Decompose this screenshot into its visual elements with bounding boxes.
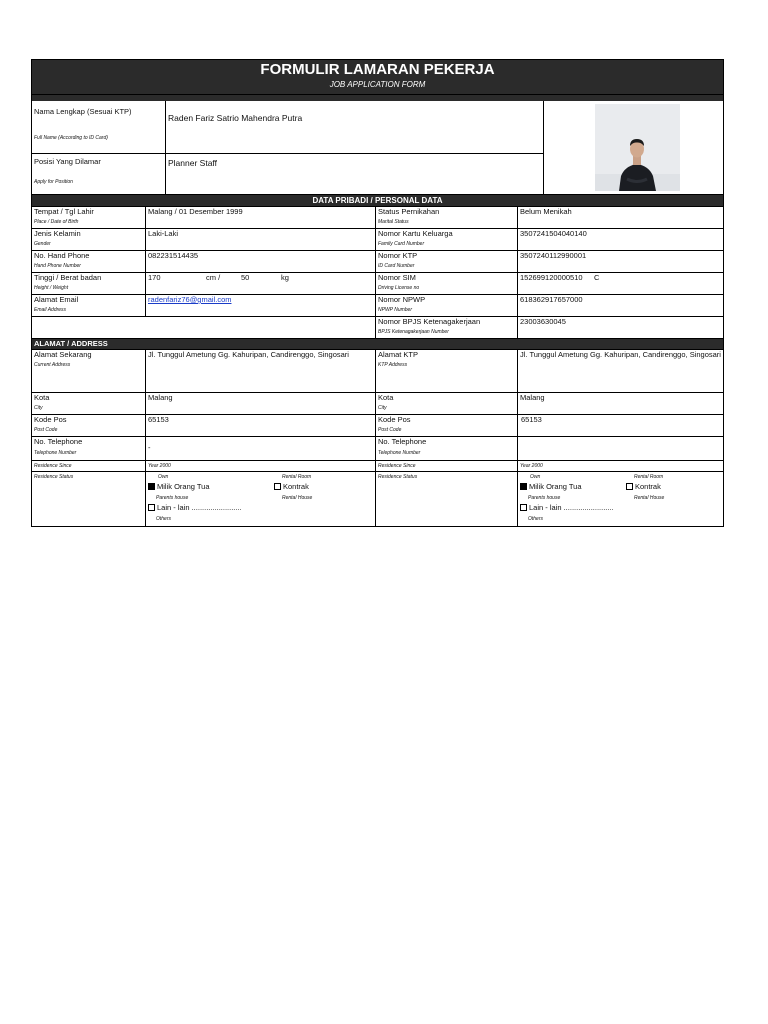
birth-label: Tempat / Tgl Lahir bbox=[34, 207, 94, 216]
current-phone-sublabel: Telephone Number bbox=[34, 450, 77, 456]
ktp-postal-label: Kode Pos bbox=[378, 415, 411, 424]
row-hw-sim bbox=[32, 272, 723, 294]
hw-sublabel: Height / Weight bbox=[34, 285, 69, 291]
current-option-parents-label: Milik Orang Tua bbox=[157, 482, 210, 491]
photo-cell bbox=[543, 101, 723, 194]
address-header: ALAMAT / ADDRESS bbox=[32, 338, 723, 349]
ktp-address-label-cell bbox=[376, 350, 518, 392]
current-postal-sublabel: Post Code bbox=[34, 427, 58, 433]
sim-value: 152699120000510 bbox=[520, 273, 583, 282]
checkbox-empty-icon[interactable] bbox=[520, 504, 527, 511]
current-status-label-cell bbox=[32, 472, 146, 526]
row-residence-since bbox=[32, 460, 723, 471]
row-email-npwp bbox=[32, 294, 723, 316]
current-since-label-cell bbox=[32, 461, 146, 471]
checkbox-checked-icon[interactable] bbox=[520, 483, 527, 490]
current-phone-label: No. Telephone bbox=[34, 437, 83, 446]
position-value-cell[interactable] bbox=[166, 154, 544, 194]
current-own-label: Own bbox=[158, 474, 169, 480]
ktp-address-value-cell[interactable] bbox=[518, 350, 723, 392]
ktp-city-sublabel: City bbox=[378, 405, 387, 411]
sim-value-cell[interactable] bbox=[518, 273, 723, 294]
ktp-option-other-label: Lain - lain ........................ bbox=[529, 503, 614, 512]
sim-class: C bbox=[594, 273, 600, 282]
current-other-sublabel: Others bbox=[156, 516, 172, 522]
current-parents-sublabel: Parents house bbox=[156, 495, 189, 501]
current-status-options bbox=[146, 472, 376, 526]
kk-value-cell[interactable] bbox=[518, 229, 723, 250]
current-since-value-cell[interactable] bbox=[146, 461, 376, 471]
current-since-value: Year 2000 bbox=[148, 463, 171, 469]
bpjs-label: Nomor BPJS Ketenagakerjaan bbox=[378, 317, 481, 326]
ktp-postal-sublabel: Post Code bbox=[378, 427, 402, 433]
ktp-postal-value-cell[interactable] bbox=[518, 415, 723, 436]
email-label-cell bbox=[32, 295, 146, 316]
position-value: Planner Staff bbox=[168, 158, 217, 168]
ktp-since-label-cell bbox=[376, 461, 518, 471]
gender-sublabel: Gender bbox=[34, 241, 51, 247]
current-option-parents[interactable] bbox=[148, 482, 210, 491]
current-rental-room-label: Rental Room bbox=[282, 474, 312, 480]
ktp-status-label: Residence Status bbox=[378, 474, 418, 480]
ktp-address-sublabel: KTP Address bbox=[378, 362, 408, 368]
ktp-city-value: Malang bbox=[520, 393, 545, 402]
row-hp-ktp bbox=[32, 250, 723, 272]
weight-unit: kg bbox=[281, 273, 289, 282]
current-phone-label-cell bbox=[32, 437, 146, 460]
applicant-photo bbox=[595, 104, 680, 191]
checkbox-empty-icon[interactable] bbox=[626, 483, 633, 490]
height-value: 170 bbox=[148, 273, 161, 282]
row-bpjs bbox=[32, 316, 723, 338]
ktp-phone-label: No. Telephone bbox=[378, 437, 427, 446]
current-phone-value: - bbox=[148, 443, 151, 452]
ktp-city-value-cell[interactable] bbox=[518, 393, 723, 414]
name-label: Nama Lengkap (Sesuai KTP) bbox=[34, 107, 132, 116]
current-address-label: Alamat Sekarang bbox=[34, 350, 92, 359]
bpjs-label-cell bbox=[376, 317, 518, 338]
current-option-other[interactable] bbox=[148, 503, 242, 512]
sim-label: Nomor SIM bbox=[378, 273, 416, 282]
name-label-cell bbox=[32, 101, 166, 153]
current-postal-label: Kode Pos bbox=[34, 415, 67, 424]
ktp-option-other[interactable] bbox=[520, 503, 614, 512]
sim-sublabel: Driving License no bbox=[378, 285, 420, 291]
gender-label: Jenis Kelamin bbox=[34, 229, 81, 238]
ktp-phone-sublabel: Telephone Number bbox=[378, 450, 421, 456]
name-value: Raden Fariz Satrio Mahendra Putra bbox=[168, 113, 303, 123]
row-city bbox=[32, 392, 723, 414]
current-city-value-cell[interactable] bbox=[146, 393, 376, 414]
job-application-form bbox=[31, 59, 724, 527]
gender-value-cell[interactable] bbox=[146, 229, 376, 250]
form-header bbox=[32, 60, 723, 94]
email-link[interactable]: radenfariz76@gmail.com bbox=[148, 295, 232, 304]
ktp-own-label: Own bbox=[530, 474, 541, 480]
height-unit: cm / bbox=[206, 273, 221, 282]
current-address-label-cell bbox=[32, 350, 146, 392]
ktp-since-value: Year 2000 bbox=[520, 463, 543, 469]
row-gender-kk bbox=[32, 228, 723, 250]
current-option-other-label: Lain - lain ........................ bbox=[157, 503, 242, 512]
name-sublabel: Full Name (According to ID Card) bbox=[34, 135, 108, 141]
row-postal bbox=[32, 414, 723, 436]
ktp-address-label: Alamat KTP bbox=[378, 350, 419, 359]
ktp-city-label: Kota bbox=[378, 393, 394, 402]
checkbox-empty-icon[interactable] bbox=[148, 504, 155, 511]
gender-value: Laki-Laki bbox=[148, 229, 179, 238]
marital-value: Belum Menikah bbox=[520, 207, 572, 216]
form-subtitle: JOB APPLICATION FORM bbox=[329, 80, 426, 89]
kk-value: 3507241504040140 bbox=[520, 229, 587, 238]
current-city-label-cell bbox=[32, 393, 146, 414]
ktp-label: Nomor KTP bbox=[378, 251, 418, 260]
kk-sublabel: Family Card Number bbox=[378, 241, 425, 247]
marital-value-cell[interactable] bbox=[518, 207, 723, 228]
current-postal-label-cell bbox=[32, 415, 146, 436]
position-sublabel: Apply for Position bbox=[34, 179, 73, 185]
current-city-label: Kota bbox=[34, 393, 50, 402]
npwp-value-cell[interactable] bbox=[518, 295, 723, 316]
ktp-status-options bbox=[518, 472, 723, 526]
current-option-contract-label: Kontrak bbox=[283, 482, 309, 491]
hp-label: No. Hand Phone bbox=[34, 251, 90, 260]
kk-label-cell bbox=[376, 229, 518, 250]
current-city-value: Malang bbox=[148, 393, 173, 402]
ktp-value-cell[interactable] bbox=[518, 251, 723, 272]
ktp-value: 3507240112990001 bbox=[520, 251, 587, 260]
current-address-sublabel: Current Address bbox=[34, 362, 71, 368]
email-value-cell[interactable] bbox=[146, 295, 376, 316]
npwp-sublabel: NPWP Number bbox=[378, 307, 412, 313]
current-address-value-cell[interactable] bbox=[146, 350, 376, 392]
checkbox-checked-icon[interactable] bbox=[148, 483, 155, 490]
ktp-parents-sublabel: Parents house bbox=[528, 495, 561, 501]
ktp-postal-label-cell bbox=[376, 415, 518, 436]
current-postal-value: 65153 bbox=[148, 415, 169, 424]
ktp-other-sublabel: Others bbox=[528, 516, 544, 522]
ktp-address-value: Jl. Tunggul Ametung Gg. Kahuripan, Candirenggo, Singosari bbox=[520, 350, 721, 359]
ktp-option-parents-label: Milik Orang Tua bbox=[529, 482, 582, 491]
bpjs-value-cell[interactable] bbox=[518, 317, 723, 338]
row-birth-marital bbox=[32, 206, 723, 228]
header-divider bbox=[32, 94, 723, 101]
name-value-cell[interactable] bbox=[166, 101, 544, 153]
birth-value: Malang / 01 Desember 1999 bbox=[148, 207, 243, 216]
current-phone-value-cell[interactable] bbox=[146, 437, 376, 460]
marital-sublabel: Marital Status bbox=[378, 219, 409, 225]
current-status-label: Residence Status bbox=[34, 474, 74, 480]
hp-label-cell bbox=[32, 251, 146, 272]
gender-label-cell bbox=[32, 229, 146, 250]
ktp-contract-sublabel: Rental House bbox=[634, 495, 665, 501]
current-contract-sublabel: Rental House bbox=[282, 495, 313, 501]
bpjs-value: 23003630045 bbox=[520, 317, 566, 326]
row-telephone bbox=[32, 436, 723, 460]
npwp-label: Nomor NPWP bbox=[378, 295, 426, 304]
ktp-option-contract-label: Kontrak bbox=[635, 482, 661, 491]
ktp-option-parents[interactable] bbox=[520, 482, 582, 491]
bpjs-sublabel: BPJS Ketenagakerjaan Number bbox=[378, 329, 449, 335]
ktp-phone-value-cell[interactable] bbox=[518, 437, 723, 460]
current-address-value: Jl. Tunggul Ametung Gg. Kahuripan, Candirenggo, Singosari bbox=[148, 350, 349, 359]
position-label: Posisi Yang Dilamar bbox=[34, 157, 101, 166]
npwp-value: 618362917657000 bbox=[520, 295, 583, 304]
current-option-contract[interactable] bbox=[274, 482, 309, 491]
ktp-postal-value: 65153 bbox=[521, 415, 542, 424]
kk-label: Nomor Kartu Keluarga bbox=[378, 229, 453, 238]
bpjs-empty-cell bbox=[32, 317, 376, 338]
ktp-phone-label-cell bbox=[376, 437, 518, 460]
row-residence-status bbox=[32, 471, 723, 526]
email-sublabel: Email Address bbox=[34, 307, 67, 313]
hw-label: Tinggi / Berat badan bbox=[34, 273, 102, 282]
hp-value-cell[interactable] bbox=[146, 251, 376, 272]
birth-sublabel: Place / Date of Birth bbox=[34, 219, 79, 225]
ktp-since-label: Residence Since bbox=[378, 463, 416, 469]
ktp-option-contract[interactable] bbox=[626, 482, 661, 491]
row-address bbox=[32, 349, 723, 392]
hw-label-cell bbox=[32, 273, 146, 294]
personal-data-header: DATA PRIBADI / PERSONAL DATA bbox=[32, 194, 723, 206]
hp-sublabel: Hand Phone Number bbox=[34, 263, 81, 269]
current-since-label: Residence Since bbox=[34, 463, 72, 469]
applicant-block bbox=[32, 101, 723, 194]
marital-label-cell bbox=[376, 207, 518, 228]
ktp-rental-room-label: Rental Room bbox=[634, 474, 664, 480]
npwp-label-cell bbox=[376, 295, 518, 316]
sim-label-cell bbox=[376, 273, 518, 294]
hp-value: 082231514435 bbox=[148, 251, 199, 260]
hw-value-cell[interactable] bbox=[146, 273, 376, 294]
ktp-sublabel: ID Card Number bbox=[378, 263, 415, 269]
current-city-sublabel: City bbox=[34, 405, 43, 411]
current-postal-value-cell[interactable] bbox=[146, 415, 376, 436]
ktp-since-value-cell[interactable] bbox=[518, 461, 723, 471]
form-title: FORMULIR LAMARAN PEKERJA bbox=[260, 61, 495, 78]
position-label-cell bbox=[32, 154, 166, 194]
checkbox-empty-icon[interactable] bbox=[274, 483, 281, 490]
birth-label-cell bbox=[32, 207, 146, 228]
email-label: Alamat Email bbox=[34, 295, 79, 304]
weight-value: 50 bbox=[241, 273, 250, 282]
marital-label: Status Pernikahan bbox=[378, 207, 440, 216]
ktp-city-label-cell bbox=[376, 393, 518, 414]
ktp-label-cell bbox=[376, 251, 518, 272]
birth-value-cell[interactable] bbox=[146, 207, 376, 228]
ktp-status-label-cell bbox=[376, 472, 518, 526]
